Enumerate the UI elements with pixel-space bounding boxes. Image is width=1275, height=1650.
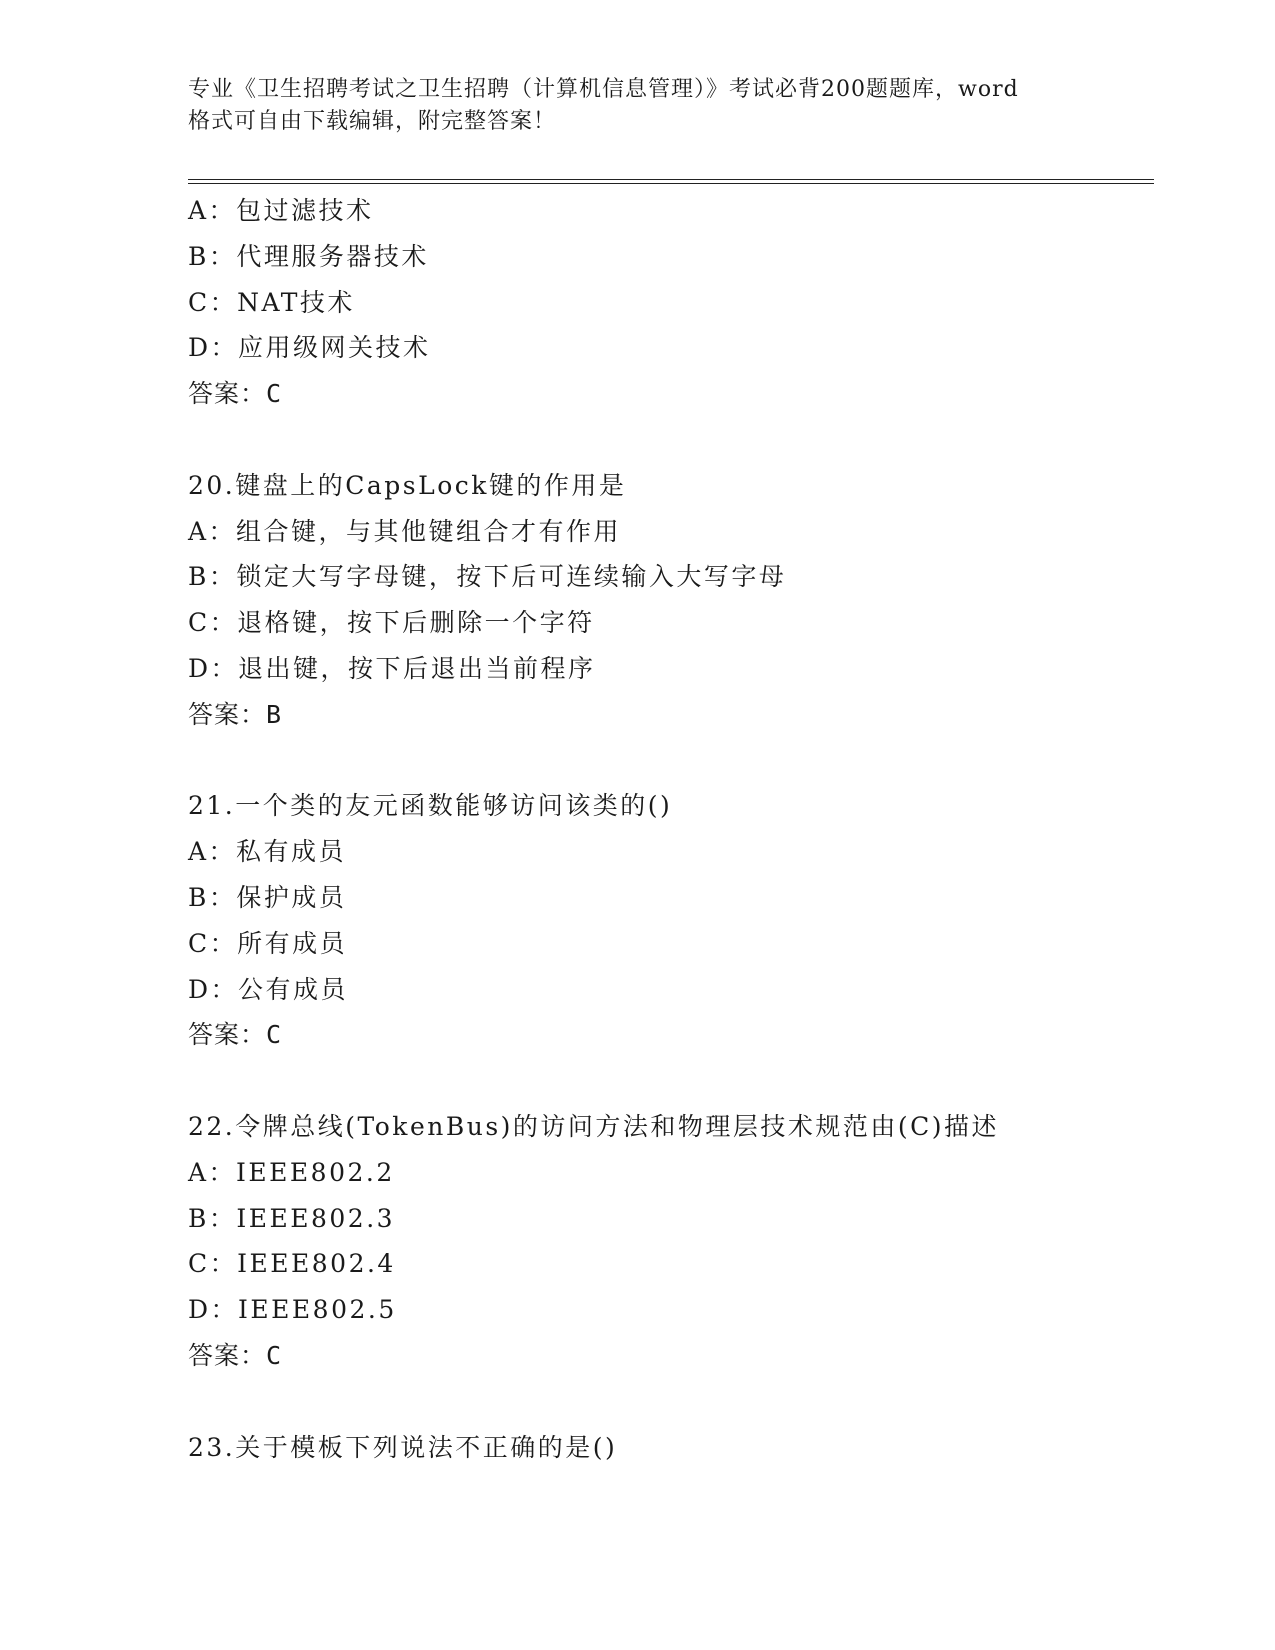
option-a: A：私有成员 (188, 837, 347, 867)
option-c: C：退格键，按下后删除一个字符 (188, 608, 595, 638)
option-a: A：包过滤技术 (188, 196, 374, 225)
answer-line: 答案：C (188, 1020, 283, 1050)
header-rule-bottom (188, 183, 1154, 184)
question-block-21 (188, 783, 1188, 1058)
answer-line: 答案：B (188, 699, 283, 729)
question-block-20 (188, 463, 1188, 738)
header-rule-top (188, 179, 1154, 180)
question-block-23 (188, 1425, 1188, 1471)
answer-line: 答案：C (188, 1340, 283, 1370)
question-block-22 (188, 1104, 1188, 1379)
question-stem: 23.关于模板下列说法不正确的是() (188, 1432, 618, 1462)
option-b: B：锁定大写字母键，按下后可连续输入大写字母 (188, 562, 787, 592)
option-b: B：IEEE802.3 (188, 1203, 396, 1233)
document-header (188, 74, 1093, 138)
question-list (188, 188, 1188, 1470)
option-d: D：公有成员 (188, 974, 349, 1004)
question-stem: 20.键盘上的CapsLock键的作用是 (188, 470, 627, 500)
question-stem: 21.一个类的友元函数能够访问该类的() (188, 791, 673, 821)
option-d: D：退出键，按下后退出当前程序 (188, 653, 596, 683)
option-b: B：保护成员 (188, 882, 347, 912)
question-block-prev (188, 188, 1188, 417)
header-line-2: 格式可自由下载编辑，附完整答案！ (188, 109, 557, 134)
header-line-1: 专业《卫生招聘考试之卫生招聘（计算机信息管理）》考试必背200题题库，word (188, 77, 1019, 102)
option-d: D：应用级网关技术 (188, 333, 431, 363)
option-a: A：组合键，与其他键组合才有作用 (188, 516, 622, 546)
question-stem: 22.令牌总线(TokenBus)的访问方法和物理层技术规范由(C)描述 (188, 1111, 1000, 1141)
option-c: C：NAT技术 (188, 287, 355, 317)
option-d: D：IEEE802.5 (188, 1295, 397, 1325)
option-c: C：IEEE802.4 (188, 1249, 396, 1279)
option-c: C：所有成员 (188, 928, 348, 958)
answer-line: 答案：C (188, 379, 283, 409)
option-a: A：IEEE802.2 (188, 1157, 395, 1187)
option-b: B：代理服务器技术 (188, 241, 429, 271)
